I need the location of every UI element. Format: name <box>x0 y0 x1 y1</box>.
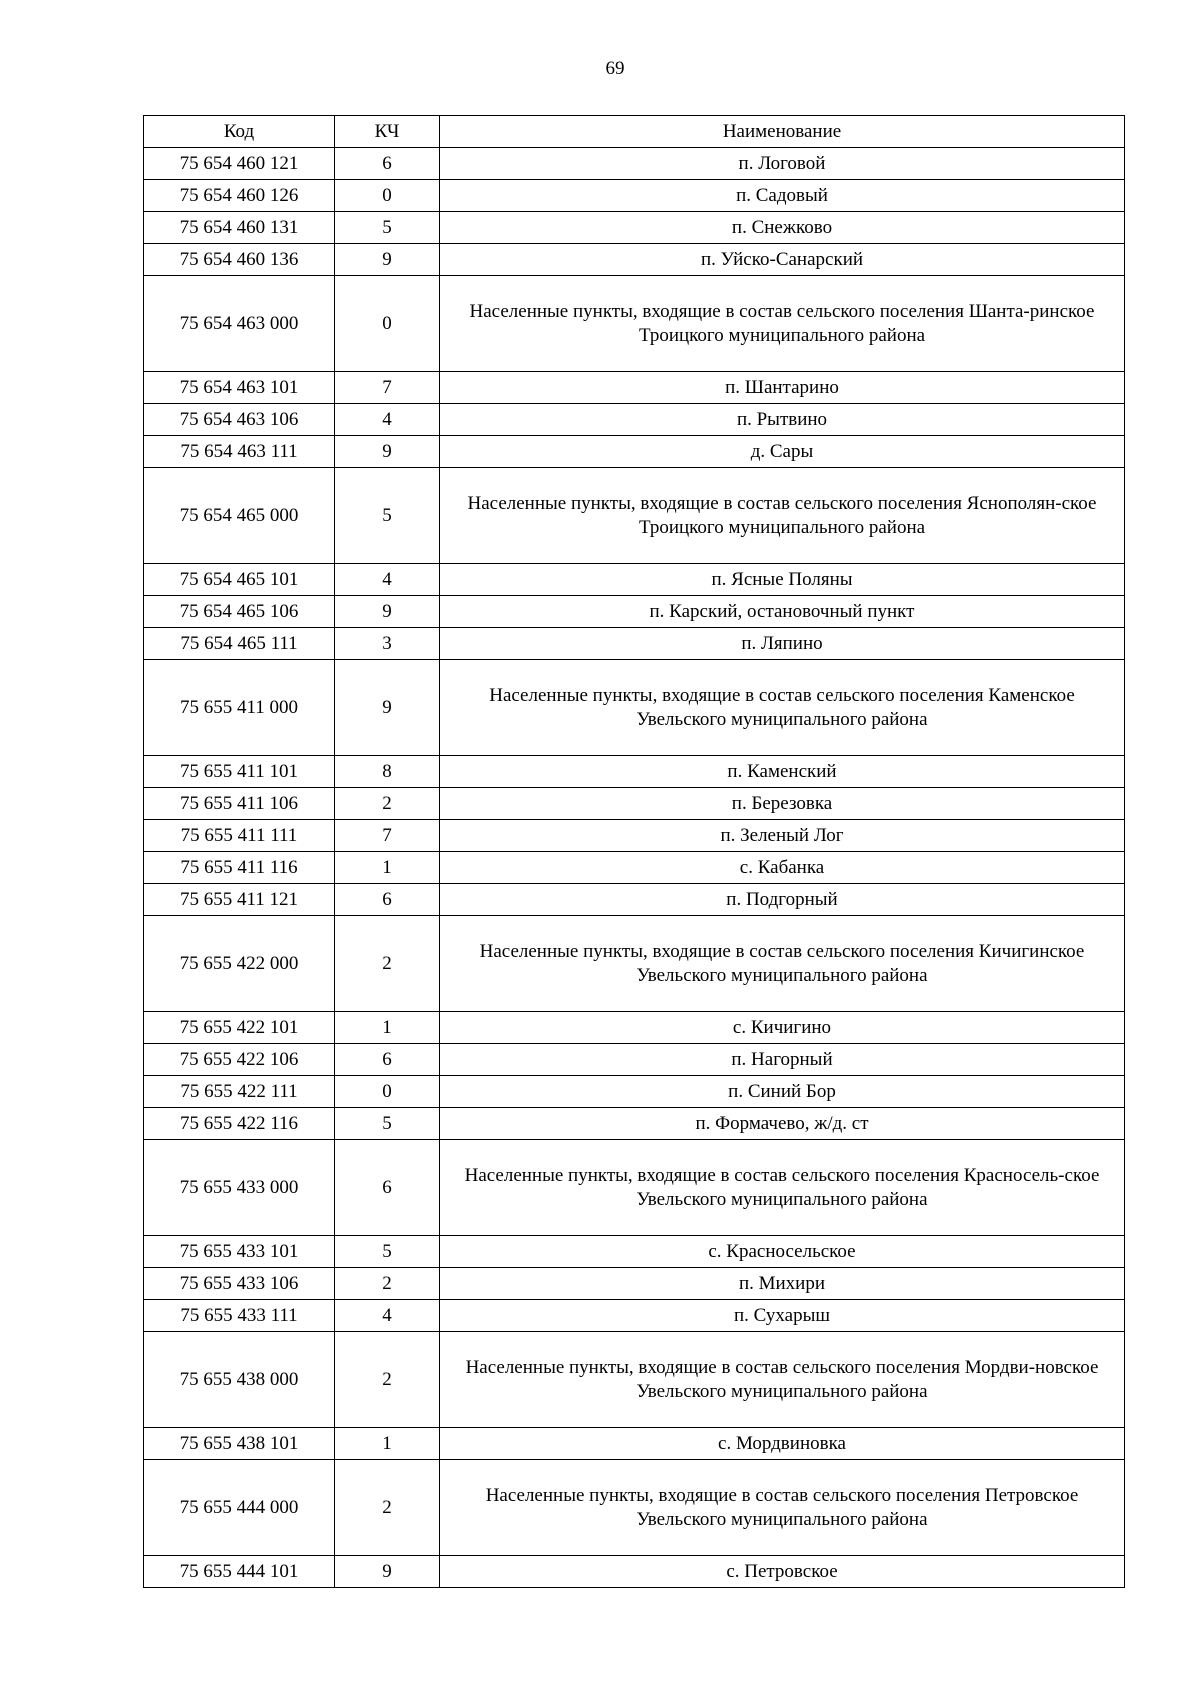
cell-kch: 4 <box>335 1300 440 1332</box>
table-row <box>144 1428 1125 1460</box>
table-row <box>144 564 1125 596</box>
table-row <box>144 1236 1125 1268</box>
table-row <box>144 628 1125 660</box>
header-kch: КЧ <box>335 116 440 148</box>
cell-kch: 3 <box>335 628 440 660</box>
cell-name: п. Ляпино <box>440 628 1125 660</box>
cell-kch: 4 <box>335 564 440 596</box>
cell-kch: 6 <box>335 1140 440 1236</box>
cell-kch: 2 <box>335 788 440 820</box>
cell-kch: 2 <box>335 1460 440 1556</box>
table-row <box>144 1268 1125 1300</box>
cell-kch: 9 <box>335 244 440 276</box>
cell-code: 75 655 422 000 <box>144 916 335 1012</box>
cell-code: 75 654 460 121 <box>144 148 335 180</box>
okato-table <box>143 115 1125 1588</box>
table-row-group <box>144 1140 1125 1236</box>
table-row <box>144 1300 1125 1332</box>
cell-code: 75 655 422 101 <box>144 1012 335 1044</box>
cell-kch: 0 <box>335 276 440 372</box>
cell-name: Населенные пункты, входящие в состав сельского поселения Каменское Увельского муниципального района <box>440 660 1125 756</box>
cell-kch: 9 <box>335 436 440 468</box>
cell-kch: 9 <box>335 596 440 628</box>
table-row <box>144 820 1125 852</box>
cell-code: 75 655 411 111 <box>144 820 335 852</box>
table-row <box>144 372 1125 404</box>
cell-code: 75 655 433 111 <box>144 1300 335 1332</box>
table-row <box>144 852 1125 884</box>
cell-kch: 2 <box>335 1332 440 1428</box>
cell-code: 75 655 411 101 <box>144 756 335 788</box>
cell-kch: 7 <box>335 820 440 852</box>
cell-kch: 0 <box>335 1076 440 1108</box>
table-row <box>144 788 1125 820</box>
cell-name: п. Каменский <box>440 756 1125 788</box>
cell-code: 75 655 422 116 <box>144 1108 335 1140</box>
table-row-group <box>144 1332 1125 1428</box>
cell-kch: 6 <box>335 884 440 916</box>
cell-kch: 2 <box>335 1268 440 1300</box>
cell-code: 75 655 422 111 <box>144 1076 335 1108</box>
table-row-group <box>144 916 1125 1012</box>
table-header <box>144 116 1125 148</box>
cell-name: п. Подгорный <box>440 884 1125 916</box>
cell-code: 75 654 460 131 <box>144 212 335 244</box>
cell-kch: 9 <box>335 1556 440 1588</box>
cell-name: д. Сары <box>440 436 1125 468</box>
cell-code: 75 654 465 000 <box>144 468 335 564</box>
table-row <box>144 180 1125 212</box>
cell-name: Населенные пункты, входящие в состав сельского поселения Кичигинское Увельского муниципального района <box>440 916 1125 1012</box>
table-body <box>144 148 1125 1588</box>
table-row <box>144 404 1125 436</box>
table-row-group <box>144 660 1125 756</box>
cell-name: Населенные пункты, входящие в состав сельского поселения Яснополян-ское Троицкого муниципального района <box>440 468 1125 564</box>
cell-code: 75 655 433 000 <box>144 1140 335 1236</box>
cell-name: п. Садовый <box>440 180 1125 212</box>
table-row <box>144 1012 1125 1044</box>
cell-name: Населенные пункты, входящие в состав сельского поселения Красносель-ское Увельского муниципального района <box>440 1140 1125 1236</box>
cell-code: 75 654 465 111 <box>144 628 335 660</box>
cell-kch: 1 <box>335 1428 440 1460</box>
cell-name: с. Кичигино <box>440 1012 1125 1044</box>
cell-name: Населенные пункты, входящие в состав сельского поселения Петровское Увельского муниципального района <box>440 1460 1125 1556</box>
cell-name: п. Березовка <box>440 788 1125 820</box>
cell-kch: 1 <box>335 852 440 884</box>
table-row <box>144 1108 1125 1140</box>
table-row <box>144 212 1125 244</box>
cell-code: 75 654 465 106 <box>144 596 335 628</box>
cell-code: 75 655 422 106 <box>144 1044 335 1076</box>
cell-code: 75 654 463 106 <box>144 404 335 436</box>
table-row <box>144 436 1125 468</box>
table-row <box>144 244 1125 276</box>
cell-name: Населенные пункты, входящие в состав сельского поселения Шанта-ринское Троицкого муниципального района <box>440 276 1125 372</box>
table-row <box>144 596 1125 628</box>
cell-code: 75 655 444 101 <box>144 1556 335 1588</box>
cell-kch: 5 <box>335 468 440 564</box>
cell-kch: 9 <box>335 660 440 756</box>
cell-kch: 1 <box>335 1012 440 1044</box>
cell-code: 75 655 438 000 <box>144 1332 335 1428</box>
cell-name: п. Формачево, ж/д. ст <box>440 1108 1125 1140</box>
cell-name: п. Сухарыш <box>440 1300 1125 1332</box>
cell-name: п. Михири <box>440 1268 1125 1300</box>
cell-kch: 5 <box>335 212 440 244</box>
table-row <box>144 1076 1125 1108</box>
header-code: Код <box>144 116 335 148</box>
cell-kch: 0 <box>335 180 440 212</box>
cell-name: п. Ясные Поляны <box>440 564 1125 596</box>
cell-code: 75 654 463 000 <box>144 276 335 372</box>
table-row <box>144 756 1125 788</box>
cell-code: 75 655 438 101 <box>144 1428 335 1460</box>
cell-kch: 6 <box>335 1044 440 1076</box>
cell-name: п. Шантарино <box>440 372 1125 404</box>
table-row <box>144 148 1125 180</box>
cell-name: с. Кабанка <box>440 852 1125 884</box>
cell-code: 75 655 411 121 <box>144 884 335 916</box>
cell-name: с. Красносельское <box>440 1236 1125 1268</box>
cell-code: 75 654 460 136 <box>144 244 335 276</box>
cell-code: 75 655 444 000 <box>144 1460 335 1556</box>
cell-code: 75 655 411 106 <box>144 788 335 820</box>
cell-name: п. Нагорный <box>440 1044 1125 1076</box>
cell-name: п. Карский, остановочный пункт <box>440 596 1125 628</box>
cell-code: 75 655 433 101 <box>144 1236 335 1268</box>
table-row <box>144 1044 1125 1076</box>
cell-kch: 4 <box>335 404 440 436</box>
table-row-group <box>144 1460 1125 1556</box>
table-row <box>144 884 1125 916</box>
cell-name: с. Мордвиновка <box>440 1428 1125 1460</box>
cell-kch: 5 <box>335 1236 440 1268</box>
header-name: Наименование <box>440 116 1125 148</box>
cell-kch: 2 <box>335 916 440 1012</box>
cell-code: 75 654 463 111 <box>144 436 335 468</box>
cell-name: п. Снежково <box>440 212 1125 244</box>
cell-name: п. Уйско-Санарский <box>440 244 1125 276</box>
cell-code: 75 655 411 000 <box>144 660 335 756</box>
cell-kch: 6 <box>335 148 440 180</box>
cell-name: п. Синий Бор <box>440 1076 1125 1108</box>
cell-name: п. Логовой <box>440 148 1125 180</box>
table-row-group <box>144 276 1125 372</box>
cell-code: 75 655 433 106 <box>144 1268 335 1300</box>
cell-code: 75 655 411 116 <box>144 852 335 884</box>
page-number: 69 <box>605 58 625 79</box>
cell-name: с. Петровское <box>440 1556 1125 1588</box>
cell-name: п. Зеленый Лог <box>440 820 1125 852</box>
cell-code: 75 654 465 101 <box>144 564 335 596</box>
cell-code: 75 654 463 101 <box>144 372 335 404</box>
cell-kch: 8 <box>335 756 440 788</box>
cell-name: п. Рытвино <box>440 404 1125 436</box>
cell-name: Населенные пункты, входящие в состав сельского поселения Мордви-новское Увельского муниципального района <box>440 1332 1125 1428</box>
table-header-row <box>144 116 1125 148</box>
cell-code: 75 654 460 126 <box>144 180 335 212</box>
cell-kch: 5 <box>335 1108 440 1140</box>
cell-kch: 7 <box>335 372 440 404</box>
table-row-group <box>144 468 1125 564</box>
table-row <box>144 1556 1125 1588</box>
